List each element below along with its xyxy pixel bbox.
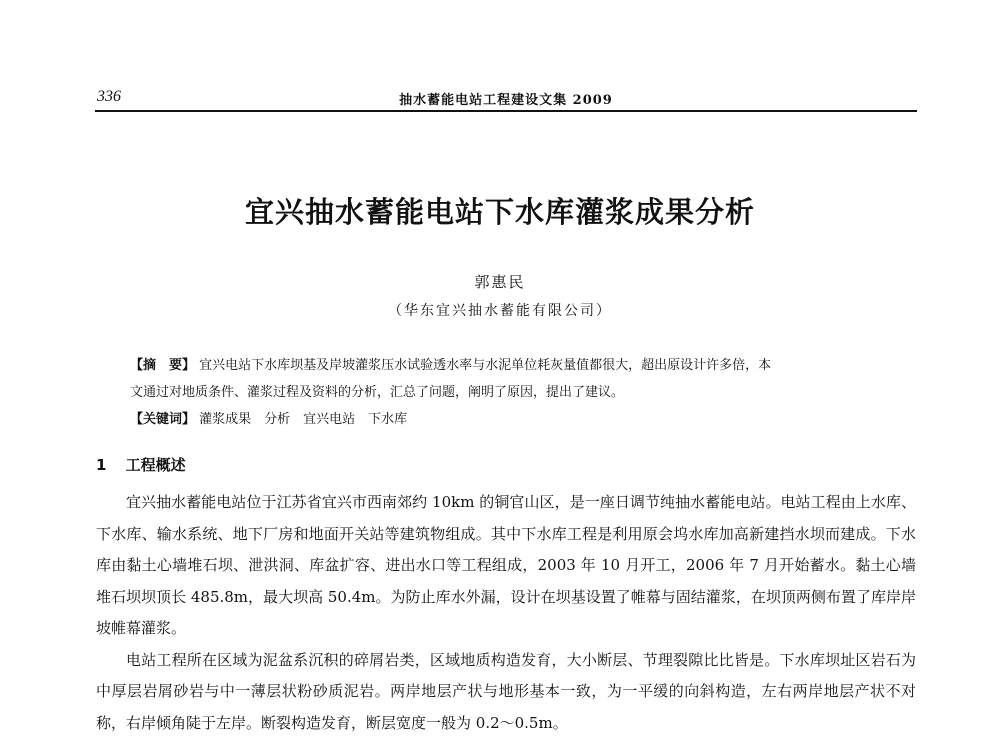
section-heading (96, 454, 186, 475)
section-number: 1 (96, 456, 107, 474)
abstract-block (130, 352, 890, 433)
abstract-line-1 (130, 352, 890, 379)
running-header (95, 84, 917, 112)
abstract-label: 【摘 要】 (130, 358, 196, 373)
article-author: 郭惠民 (474, 273, 526, 291)
section-title: 工程概述 (125, 456, 186, 474)
page-number: 336 (97, 88, 121, 105)
running-title: 抽水蓄能电站工程建设文集 2009 (399, 93, 613, 108)
article-title: 宜兴抽水蓄能电站下水库灌浆成果分析 (244, 195, 755, 229)
abstract-text-1: 宜兴电站下水库坝基及岸坡灌浆压水试验透水率与水泥单位耗灰量值都很大，超出原设计许多倍，本 (199, 358, 772, 373)
paragraph-1: 宜兴抽水蓄能电站位于江苏省宜兴市西南郊约 10km 的铜官山区，是一座日调节纯抽水蓄能电站。电站工程由上水库、下水库、输水系统、地下厂房和地面开关站等建筑物组成。其中下水库工程是利用原会坞水库加高新建挡水坝而建成。下水库由黏土心墙堆石坝、泄洪洞、库盆扩容、进出水口等工程组成，2003 年 10 月开工，2006 年 7 月开始蓄水。黏土心墙堆石坝坝顶长 485.8m，最大坝高 50.4m。为防止库水外漏，设计在坝基设置了帷幕与固结灌浆，在坝顶两侧布置了库岸岸坡帷幕灌浆。 (96, 493, 916, 637)
keywords-text: 灌浆成果 分析 宜兴电站 下水库 (199, 412, 408, 427)
abstract-line-2 (130, 379, 890, 406)
author-affiliation: （华东宜兴抽水蓄能有限公司） (388, 303, 612, 319)
keywords-label: 【关键词】 (130, 412, 196, 427)
keywords-line (130, 406, 890, 433)
section-body (96, 487, 916, 739)
paragraph-2: 电站工程所在区域为泥盆系沉积的碎屑岩类，区域地质构造发育，大小断层、节理裂隙比比皆是。下水库坝址区岩石为中厚层岩屑砂岩与中一薄层状粉砂质泥岩。两岸地层产状与地形基本一致，为一平缓的向斜构造，左右两岸地层产状不对称，右岸倾角陡于左岸。断裂构造发育，断层宽度一般为 0.2～0.5m。 (96, 650, 916, 732)
abstract-text-2: 文通过对地质条件、灌浆过程及资料的分析，汇总了问题，阐明了原因，提出了建议。 (130, 385, 625, 400)
